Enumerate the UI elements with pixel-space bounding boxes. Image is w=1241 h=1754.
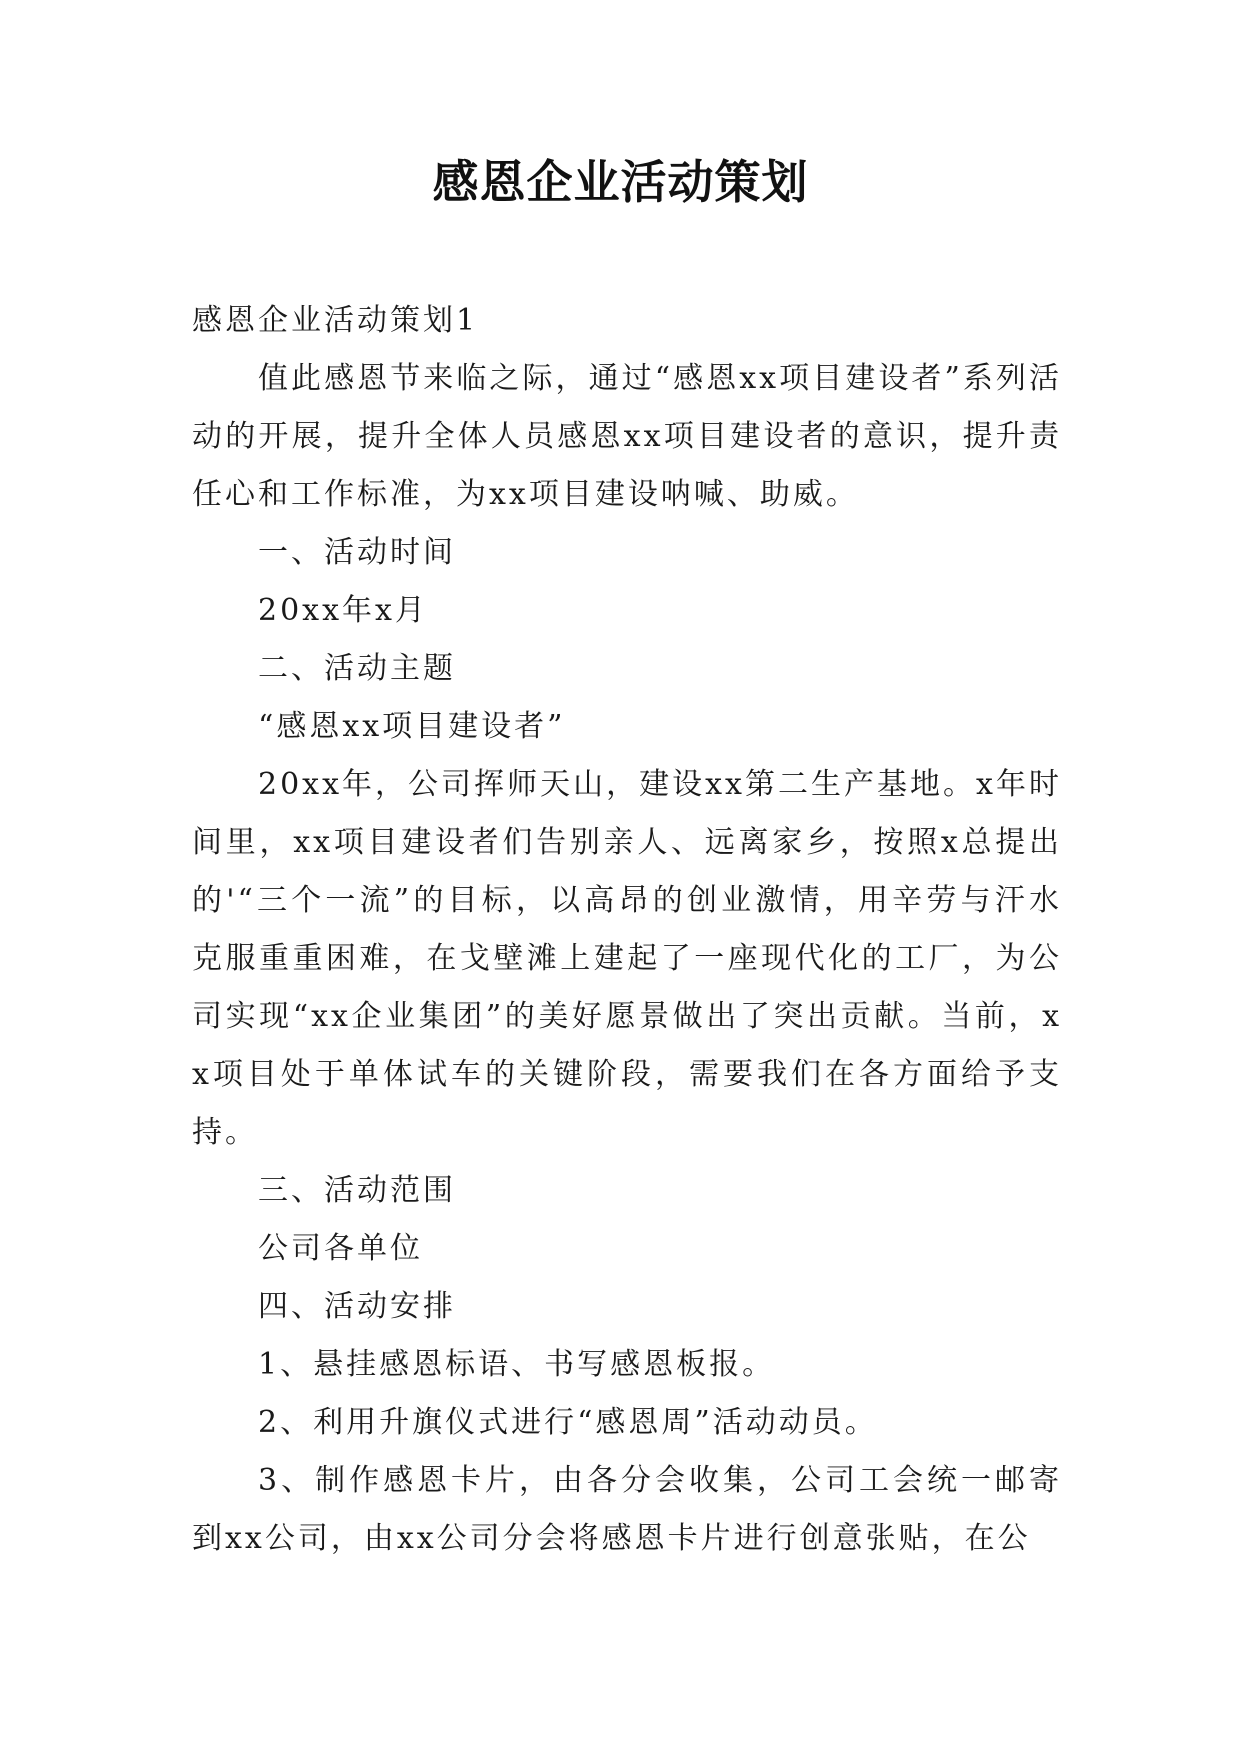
paragraph-intro: 值此感恩节来临之际，通过“感恩xx项目建设者”系列活动的开展，提升全体人员感恩xx项目建设者的意识，提升责任心和工作标准，为xx项目建设呐喊、助威。 [192,361,1062,512]
list-item-arrangement-3: 3、制作感恩卡片，由各分会收集，公司工会统一邮寄到xx公司，由xx公司分会将感恩卡片进行创意张贴，在公 [192,1463,1062,1556]
document-title: 感恩企业活动策划 [432,155,809,209]
paragraph-activity-scope: 公司各单位 [258,1231,423,1266]
paragraph-activity-time: 20xx年x月 [258,593,428,628]
section-heading: 感恩企业活动策划1 [192,303,479,338]
list-item-arrangement-2: 2、利用升旗仪式进行“感恩周”活动动员。 [258,1405,878,1440]
paragraph-background: 20xx年，公司挥师天山，建设xx第二生产基地。x年时间里，xx项目建设者们告别亲人、远离家乡，按照x总提出的'“三个一流”的目标，以高昂的创业激情，用辛劳与汗水克服重重困难，在戈壁滩上建起了一座现代化的工厂，为公司实现“xx企业集团”的美好愿景做出了突出贡献。当前，xx项目处于单体试车的关键阶段，需要我们在各方面给予支持。 [192,767,1062,1150]
list-item-arrangement-1: 1、悬挂感恩标语、书写感恩板报。 [258,1347,776,1382]
heading-activity-arrangement: 四、活动安排 [258,1289,456,1324]
paragraph-activity-theme: “感恩xx项目建设者” [258,709,566,744]
heading-activity-time: 一、活动时间 [258,535,456,570]
heading-activity-scope: 三、活动范围 [258,1173,456,1208]
heading-activity-theme: 二、活动主题 [258,651,456,686]
document-body [192,292,1062,1568]
